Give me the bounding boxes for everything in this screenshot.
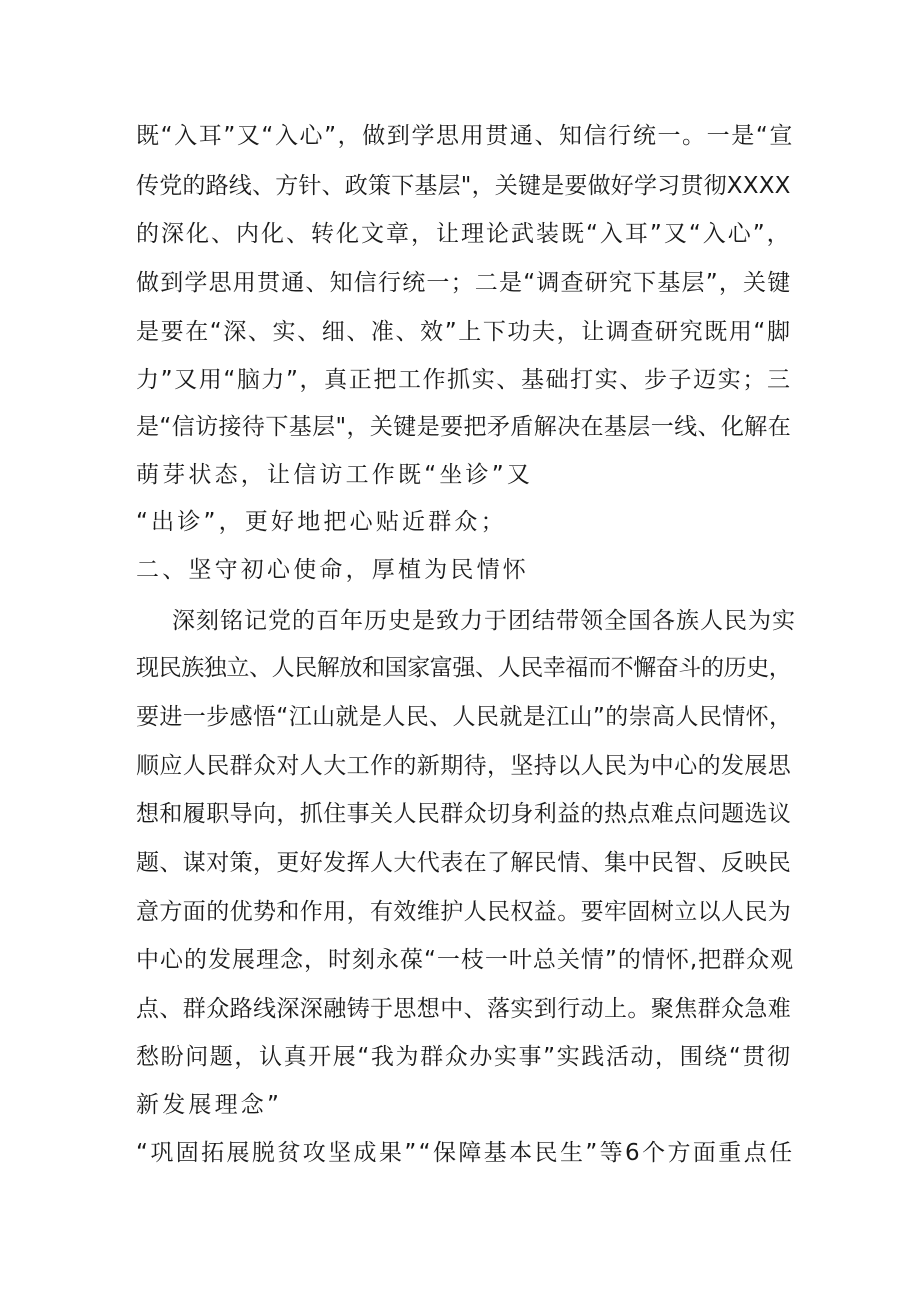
text-line: 要进一步感悟“江山就是人民、人民就是江山”的崇高人民情怀， <box>136 704 793 730</box>
paragraph-first-line: 深刻铭记党的百年历史是致力于团结带领全国各族人民为实 <box>172 608 796 634</box>
text-line: 做到学思用贯通、知信行统一；二是“调查研究下基层”，关键 <box>136 270 792 296</box>
text-line: 想和履职导向，抓住事关人民群众切身利益的热点难点问题选议 <box>136 801 792 827</box>
text-line: 的深化、内化、转化文章，让理论武装既“入耳”又“入心”， <box>136 221 792 247</box>
text-line: 萌芽状态，让信访工作既“坐诊”又 <box>136 462 534 488</box>
text-line: 点、群众路线深深融铸于思想中、落实到行动上。聚焦群众急难 <box>136 996 792 1022</box>
text-line: 顺应人民群众对人大工作的新期待，坚持以人民为中心的发展思 <box>136 753 792 779</box>
text-line: 新发展理念” <box>136 1092 283 1118</box>
text-line: “巩固拓展脱贫攻坚成果”“保障基本民生”等6个方面重点任 <box>136 1140 795 1166</box>
text-line: 中心的发展理念，时刻永葆“一枝一叶总关情”的情怀,把群众观 <box>136 947 795 973</box>
text-line: 愁盼问题，认真开展“我为群众办实事”实践活动，围绕“贯彻 <box>136 1044 792 1070</box>
text-line: 传党的路线、方针、政策下基层"，关键是要做好学习贯彻XXXX <box>136 173 791 199</box>
section-heading: 二、坚守初心使命，厚植为民情怀 <box>136 557 529 583</box>
text-line: 力”又用“脑力”，真正把工作抓实、基础打实、步子迈实；三 <box>136 367 792 393</box>
text-line: 现民族独立、人民解放和国家富强、人民幸福而不懈奋斗的历史， <box>136 655 792 681</box>
text-line: 是“信访接待下基层"，关键是要把矛盾解决在基层一线、化解在 <box>136 414 792 440</box>
text-line: 既“入耳”又“入心”，做到学思用贯通、知信行统一。一是“宣 <box>136 123 794 149</box>
text-line: 意方面的优势和作用，有效维护人民权益。要牢固树立以人民为 <box>136 899 792 925</box>
text-line: 题、谋对策，更好发挥人大代表在了解民情、集中民智、反映民 <box>136 850 792 876</box>
text-line: “出诊”，更好地把心贴近群众； <box>136 509 507 535</box>
text-line: 是要在“深、实、细、准、效”上下功夫，让调查研究既用“脚 <box>136 319 792 345</box>
